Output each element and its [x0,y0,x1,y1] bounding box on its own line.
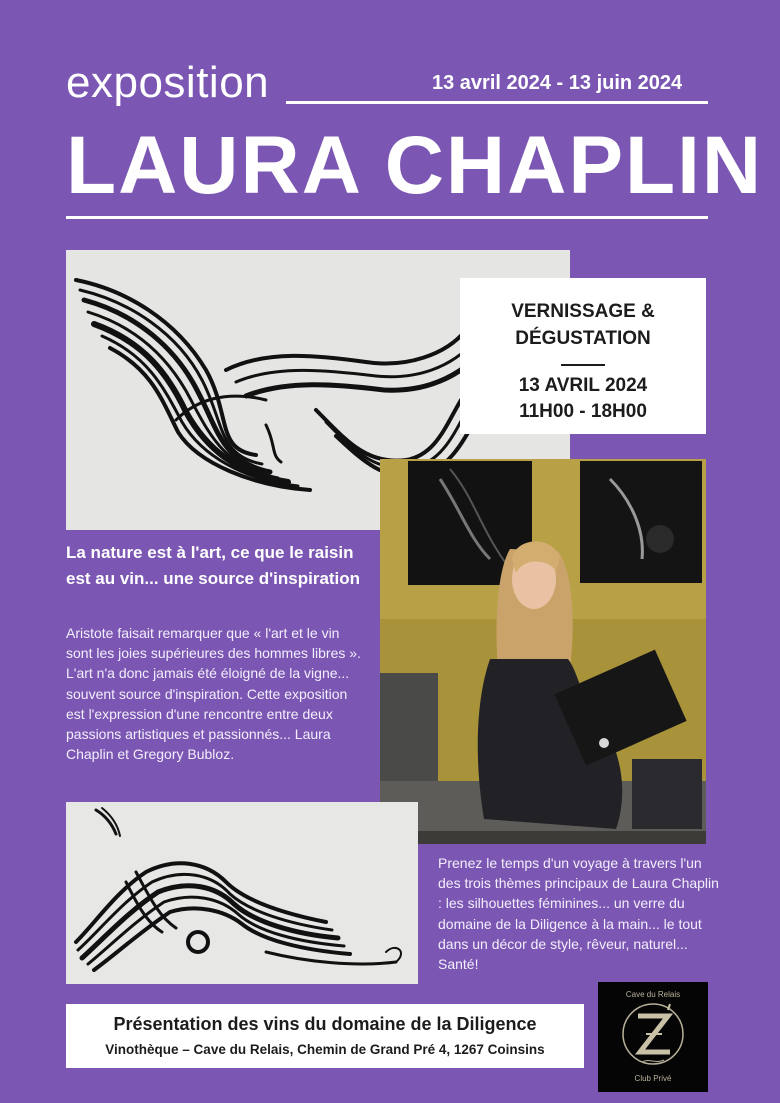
artwork-brush-figure-bottom [66,802,418,984]
footer-panel [66,1004,584,1068]
exposition-label: exposition [66,58,270,107]
artist-photo [380,459,706,844]
intro-paragraph: Aristote faisait remarquer que « l'art et le vin sont les joies supérieures des hommes libres ». L'art n'a donc jamais été éloigné de la vigne... souvent source d'inspiration. Cette exposition est l'expression d'une rencontre entre deux passions artistiques et passionnés... Laura Chaplin et Gregory Bubloz. [66,625,361,763]
footer-address: Vinothèque – Cave du Relais, Chemin de Grand Pré 4, 1267 Coinsins [105,1042,545,1057]
artist-photo-illustration [380,459,706,844]
logo-bottom-text: Club Privé [634,1074,672,1083]
details-paragraph: Prenez le temps d'un voyage à travers l'un des trois thèmes principaux de Laura Chaplin : les silhouettes féminines... un verre du domaine de la Diligence à la main... le tout dans un décor de style, rêveur, naturel... Santé! [438,855,719,973]
vernissage-panel [460,278,706,434]
vernissage-divider [561,364,605,366]
logo-top-text: Cave du Relais [625,990,681,999]
exhibition-dates: 13 avril 2024 - 13 juin 2024 [432,72,683,94]
vernissage-title-line1: VERNISSAGE & [511,301,655,322]
footer-title: Présentation des vins du domaine de la Diligence [113,1014,537,1034]
vernissage-date: 13 AVRIL 2024 [518,375,648,396]
vernissage-title-line2: DÉGUSTATION [515,328,651,349]
header-rule [286,101,708,104]
intro-quote: La nature est à l'art, ce que le raisin est au vin... une source d'inspiration [66,543,361,588]
title-rule [66,216,708,219]
cave-du-relais-logo [598,982,708,1092]
reclining-figure-illustration [66,802,418,984]
vernissage-time: 11H00 - 18H00 [519,401,647,422]
artist-name-title: LAURA CHAPLIN [66,120,764,211]
